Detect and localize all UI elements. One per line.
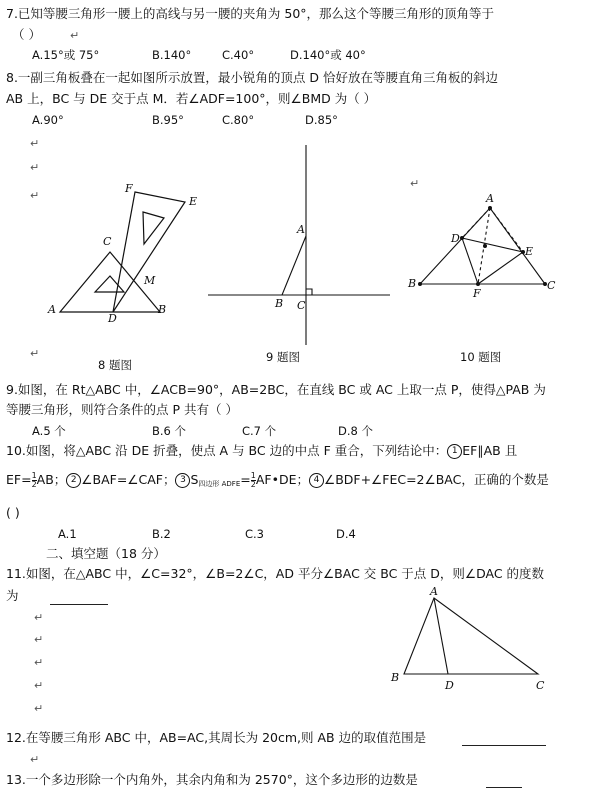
fig10-label-c: C — [547, 279, 556, 292]
return-mark: ↵ — [70, 29, 80, 42]
return-mark: ↵ — [410, 177, 420, 190]
fig8-label-c: C — [103, 235, 112, 248]
circle-number-2: 2 — [66, 473, 81, 488]
q10-line1-text-b: EF∥AB 且 — [462, 443, 518, 458]
q10-option-a: A.1 — [58, 527, 77, 541]
caption-10: 10 题图 — [460, 350, 502, 364]
circle-number-1: 1 — [447, 444, 462, 459]
fig10-label-a: A — [486, 192, 494, 205]
q13-answer-blank[interactable] — [486, 786, 522, 788]
q11-line1: 11.如图，在△ABC 中，∠C=32°，∠B=2∠C，AD 平分∠BAC 交 BC 于点 D，则∠DAC 的度数 — [6, 566, 545, 581]
fig11-label-b: B — [391, 671, 400, 684]
fig10-point-b — [418, 282, 422, 286]
fig9-label-b: B — [275, 297, 284, 310]
q7-option-c: C.40° — [222, 48, 255, 62]
fig11-label-c: C — [536, 679, 545, 692]
fig11-label-a: A — [430, 585, 438, 598]
q10-line1 — [6, 443, 517, 459]
q10-line2-d: S — [190, 472, 199, 487]
return-mark: ↵ — [34, 633, 44, 646]
q10-option-d: D.4 — [336, 527, 356, 541]
fig8-label-m: M — [144, 274, 156, 287]
figure-11 — [390, 590, 570, 690]
fig10-point-d — [460, 236, 464, 240]
q10-line1-text: 10.如图，将△ABC 沿 DE 折叠，使点 A 与 BC 边的中点 F 重合，下列结论中： — [6, 443, 448, 458]
figure-10 — [410, 190, 580, 310]
q10-line2 — [6, 472, 549, 492]
q11-answer-blank[interactable] — [50, 603, 108, 605]
fig10-label-e: E — [525, 245, 534, 258]
fig11-label-d: D — [445, 679, 454, 692]
fig10-point-a — [488, 206, 492, 210]
q7-option-d: D.140°或 40° — [290, 48, 366, 62]
fig11-triangle-abc — [404, 598, 538, 674]
fig10-segment-ef — [478, 252, 523, 284]
fig10-point-mid — [483, 244, 487, 248]
return-mark: ↵ — [34, 702, 44, 715]
fig8-triangle-def — [113, 192, 185, 312]
q8-line1: 8.一副三角板叠在一起如图所示放置，最小锐角的顶点 D 恰好放在等腰直角三角板的斜边 — [6, 70, 498, 85]
q10-line2-b: AB； — [36, 472, 67, 487]
q8-option-c: C.80° — [222, 113, 255, 127]
q7-option-a: A.15°或 75° — [32, 48, 100, 62]
q7-option-b: B.140° — [152, 48, 192, 62]
q10-line2-g: ∠BDF+∠FEC=2∠BAC，正确的个数是 — [323, 472, 549, 487]
fig8-label-e: E — [189, 195, 198, 208]
q10-line2-e: = — [240, 472, 251, 487]
fig9-segment-ab — [282, 236, 306, 295]
q10-option-b: B.2 — [152, 527, 171, 541]
fig8-label-f: F — [125, 182, 133, 195]
fig8-label-a: A — [48, 303, 56, 316]
q9-option-d: D.8 个 — [338, 424, 373, 438]
q8-line2: AB 上，BC 与 DE 交于点 M．若∠ADF=100°，则∠BMD 为（ ） — [6, 91, 377, 106]
q12-text: 12.在等腰三角形 ABC 中，AB=AC,其周长为 20cm,则 AB 边的取值范围是 — [6, 730, 427, 745]
fraction-denominator-2: 2 — [250, 480, 256, 489]
fig9-label-c: C — [297, 299, 306, 312]
return-mark: ↵ — [30, 347, 40, 360]
q10-line2-f: AF•DE； — [255, 472, 309, 487]
fraction-numerator-2: 1 — [250, 471, 256, 480]
fig8-label-b: B — [158, 303, 167, 316]
circle-number-4: 4 — [309, 473, 324, 488]
figure-9 — [200, 140, 400, 360]
return-mark: ↵ — [34, 656, 44, 669]
fig10-point-f — [476, 282, 480, 286]
q9-option-b: B.6 个 — [152, 424, 187, 438]
return-mark: ↵ — [34, 611, 44, 624]
q10-option-c: C.3 — [245, 527, 265, 541]
fig9-right-angle — [306, 289, 312, 295]
q9-option-a: A.5 个 — [32, 424, 66, 438]
q7-paren: （ ） — [12, 27, 41, 42]
q10-paren: ( ) — [6, 505, 20, 520]
fig11-bisector-ad — [434, 598, 448, 674]
return-mark: ↵ — [30, 753, 40, 766]
caption-9: 9 题图 — [266, 350, 300, 364]
q10-subscript: 四边形 ADFE — [198, 480, 241, 488]
circle-number-3: 3 — [175, 473, 190, 488]
q11-line2: 为 — [6, 588, 19, 603]
fig8-label-d: D — [108, 312, 117, 325]
fig10-label-f: F — [473, 287, 481, 300]
q13-text: 13.一个多边形除一个内角外，其余内角和为 2570°，这个多边形的边数是 — [6, 772, 418, 787]
return-mark: ↵ — [34, 679, 44, 692]
fraction-numerator: 1 — [31, 471, 37, 480]
q10-line2-c: ∠BAF=∠CAF； — [81, 472, 176, 487]
q9-line2: 等腰三角形，则符合条件的点 P 共有（ ） — [6, 402, 238, 417]
fig10-segment-df — [462, 238, 478, 284]
q7-stem: 7.已知等腰三角形一腰上的高线与另一腰的夹角为 50°，那么这个等腰三角形的顶角等于 — [6, 6, 495, 21]
q9-option-c: C.7 个 — [242, 424, 277, 438]
fig10-label-b: B — [408, 277, 417, 290]
fraction-denominator: 2 — [31, 480, 37, 489]
q12-answer-blank[interactable] — [462, 744, 546, 746]
return-mark: ↵ — [30, 137, 40, 150]
fig10-label-d: D — [451, 232, 460, 245]
q8-option-d: D.85° — [305, 113, 338, 127]
fig9-label-a: A — [297, 223, 305, 236]
return-mark: ↵ — [30, 161, 40, 174]
return-mark: ↵ — [30, 189, 40, 202]
q8-option-a: A.90° — [32, 113, 64, 127]
q9-line1: 9.如图，在 Rt△ABC 中，∠ACB=90°，AB=2BC，在直线 BC 或 AC 上取一点 P，使得△PAB 为 — [6, 382, 546, 397]
q8-option-b: B.95° — [152, 113, 184, 127]
caption-8: 8 题图 — [98, 358, 132, 372]
q10-line2-a: EF= — [6, 472, 32, 487]
section-2-title: 二、填空题（18 分） — [46, 546, 166, 561]
